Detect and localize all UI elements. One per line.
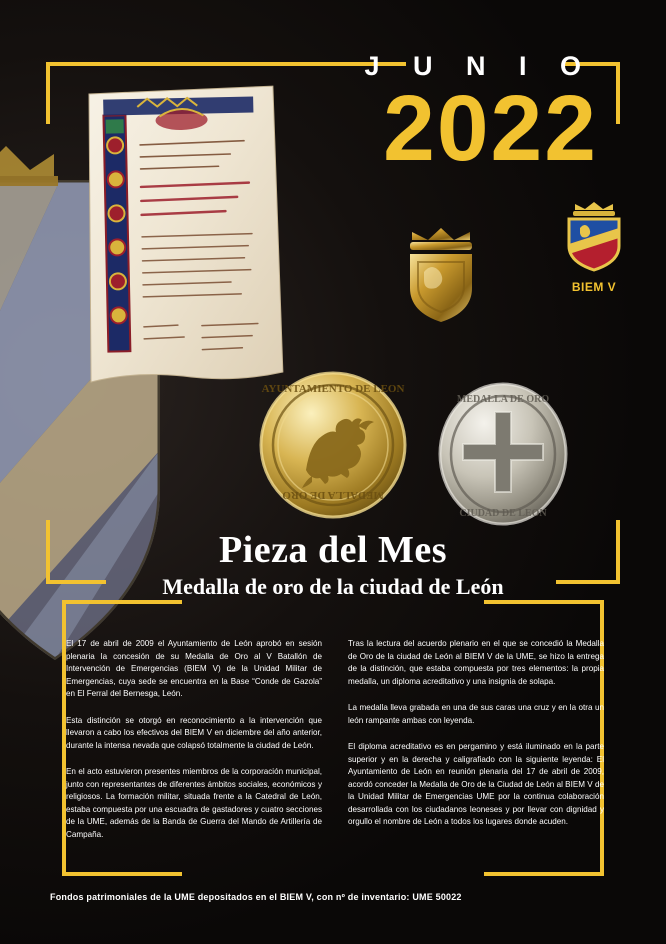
page-subtitle: Medalla de oro de la ciudad de León (162, 573, 504, 599)
footer-inventory-note (50, 892, 620, 902)
paragraph: El 17 de abril de 2009 el Ayuntamiento de León aprobó en sesión plenaria la concesión de su Medalla de Oro al V Batallón de Intervención de Emergencias (BIEM V) de la Unidad Militar de Emergencias, cuya sede se encuentra en la Base “Conde de Gazola” en El Ferral del Bernesga, León. (66, 639, 322, 699)
svg-text:AYUNTAMIENTO DE LEON: AYUNTAMIENTO DE LEON (261, 383, 405, 395)
left-column (66, 638, 322, 855)
paragraph: En el acto estuvieron presentes miembros de la corporación municipal, junto con representantes de diferentes ámbitos sociales, económicos y religiosos. La formación militar, situada frente a la Catedral de León, estaba compuesta por una escuadra de gastadores y cuatro secciones de la UME, además de la Banda de Guerra del Mando de Artillería de Campaña. (66, 767, 322, 839)
illuminated-parchment-diploma (77, 84, 291, 388)
paragraph: La medalla lleva grabada en una de sus caras una cruz y en la otra un león rampante ambas con leyenda. (348, 703, 604, 725)
month-label: J U N I O (364, 51, 594, 81)
gold-lapel-pin-crowned-shield (398, 222, 484, 326)
paragraph: El diploma acreditativo es en pergamino y está iluminado en la parte superior y en la derecha y caligrafiado con la siguiente leyenda: El Ayuntamiento de León en reunión plenaria del 17 de abril de 2009, acordó conceder la Medalla de Oro de la Ciudad de León al BIEM V de la Unidad Militar de Emergencias UME por la continua colaboración desarrollada con los ciudadanos leoneses y por llevar con dignidad y orgullo el nombre de León a todos los lugares donde acuden. (348, 742, 604, 827)
titles-block (0, 530, 666, 600)
year-label: 2022 (383, 75, 598, 180)
paragraph: Esta distinción se otorgó en reconocimiento a la intervención que llevaron a cabo los efectivos del BIEM V en diciembre del año anterior, durante la intensa nevada que colapsó totalmente la ciudad de León. (66, 715, 322, 750)
silver-medal-cross (438, 382, 568, 527)
svg-text:MEDALLA DE ORO: MEDALLA DE ORO (282, 489, 384, 501)
body-columns (66, 638, 604, 855)
page-title: Pieza del Mes (218, 529, 448, 571)
svg-text:MEDALLA DE ORO: MEDALLA DE ORO (456, 394, 550, 405)
paragraph: Tras la lectura del acuerdo plenario en el que se concedió la Medalla de Oro de la ciudad de León al BIEM V de la UME, se hizo la entrega de la distinción, que estaba compuesta por tres elementos: la propia medalla, un diploma acreditativo y una insignia de solapa. (348, 639, 604, 686)
gold-medal-lion-rampant (258, 370, 408, 520)
biem-v-badge-label: BIEM V (571, 280, 617, 294)
footer-text: Fondos patrimoniales de la UME depositados en el BIEM V, con nº de inventario: UME 50022 (50, 892, 462, 902)
svg-text:CIUDAD DE LEON: CIUDAD DE LEON (459, 508, 547, 519)
right-column (348, 638, 604, 855)
